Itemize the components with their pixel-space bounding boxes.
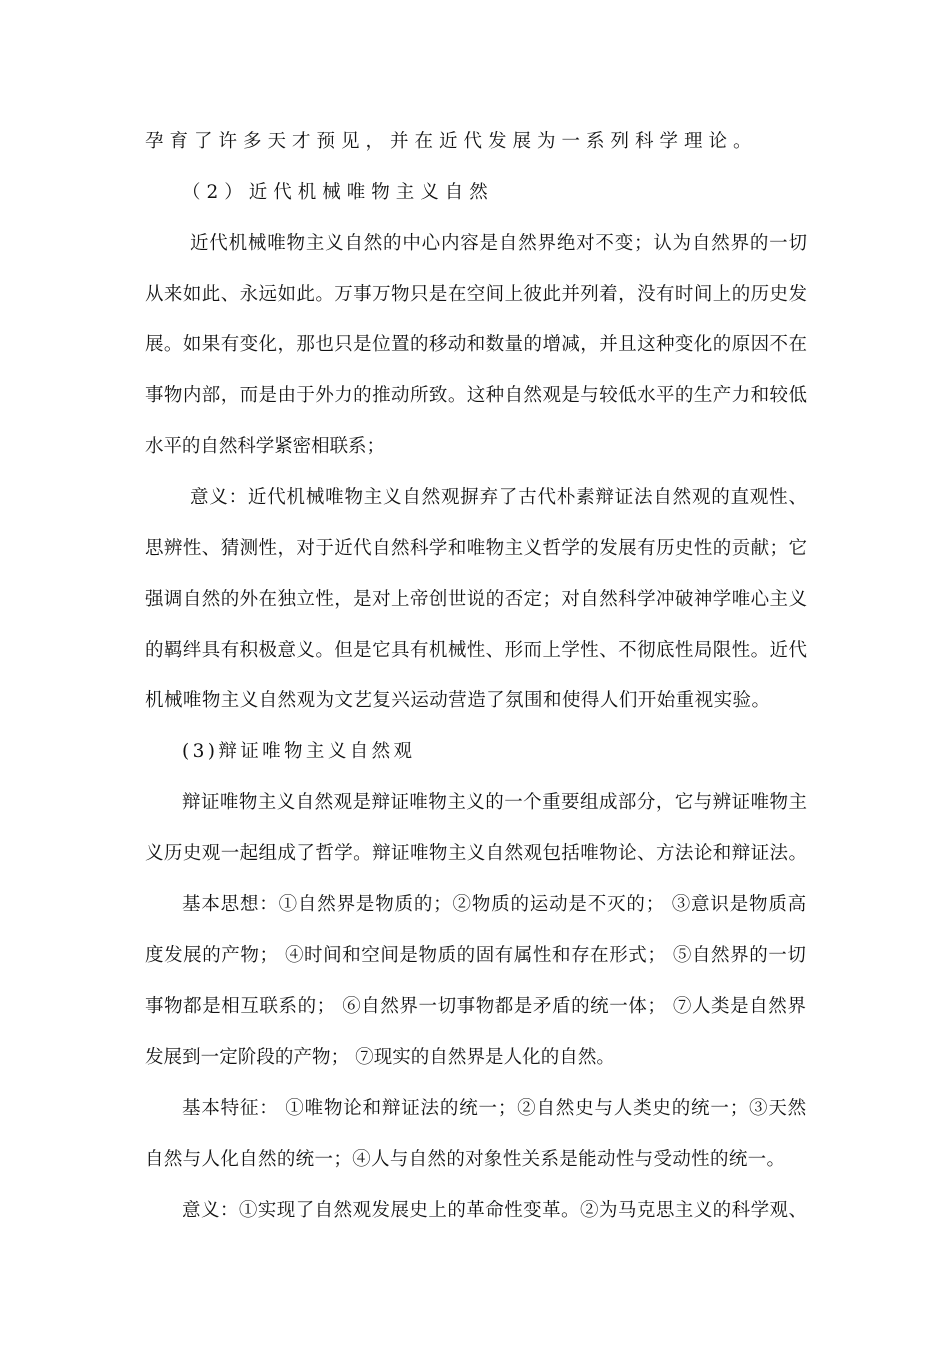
text-line: 强调自然的外在独立性，是对上帝创世说的否定；对自然科学冲破神学唯心主义 <box>145 589 808 610</box>
section-heading: (3)辩证唯物主义自然观 <box>182 741 416 762</box>
text-line: 自然与人化自然的统一；④人与自然的对象性关系是能动性与受动性的统一。 <box>145 1149 786 1170</box>
text-line: 义历史观一起组成了哲学。辩证唯物主义自然观包括唯物论、方法论和辩证法。 <box>145 843 808 864</box>
text-line: 度发展的产物； ④时间和空间是物质的固有属性和存在形式； ⑤自然界的一切 <box>145 945 807 966</box>
text-line: 机械唯物主义自然观为文艺复兴运动营造了氛围和使得人们开始重视实验。 <box>145 690 771 711</box>
text-line: 发展到一定阶段的产物； ⑦现实的自然界是人化的自然。 <box>145 1047 615 1068</box>
text-line: 辩证唯物主义自然观是辩证唯物主义的一个重要组成部分，它与辨证唯物主 <box>182 792 808 813</box>
text-line: 孕育了许多天才预见，并在近代发展为一系列科学理论。 <box>145 131 758 152</box>
text-line: 意义：①实现了自然观发展史上的革命性变革。②为马克思主义的科学观、 <box>182 1200 808 1221</box>
text-line: 基本思想：①自然界是物质的；②物质的运动是不灭的； ③意识是物质高 <box>182 894 807 915</box>
text-line: 从来如此、永远如此。万事万物只是在空间上彼此并列着，没有时间上的历史发 <box>145 284 808 305</box>
text-line: 基本特征： ①唯物论和辩证法的统一；②自然史与人类史的统一；③天然 <box>182 1098 807 1119</box>
text-line: 事物都是相互联系的； ⑥自然界一切事物都是矛盾的统一体； ⑦人类是自然界 <box>145 996 807 1017</box>
text-line: 水平的自然科学紧密相联系； <box>145 436 385 457</box>
text-line: 展。如果有变化，那也只是位置的移动和数量的增减，并且这种变化的原因不在 <box>145 334 808 355</box>
text-line: 意义：近代机械唯物主义自然观摒弃了古代朴素辩证法自然观的直观性、 <box>190 487 808 508</box>
text-line: 的羁绊具有积极意义。但是它具有机械性、形而上学性、不彻底性局限性。近代 <box>145 640 808 661</box>
section-heading: （2）近代机械唯物主义自然 <box>182 182 494 203</box>
text-line: 事物内部，而是由于外力的推动所致。这种自然观是与较低水平的生产力和较低 <box>145 385 808 406</box>
text-line: 思辨性、猜测性，对于近代自然科学和唯物主义哲学的发展有历史性的贡献；它 <box>145 538 808 559</box>
text-line: 近代机械唯物主义自然的中心内容是自然界绝对不变；认为自然界的一切 <box>190 233 808 254</box>
